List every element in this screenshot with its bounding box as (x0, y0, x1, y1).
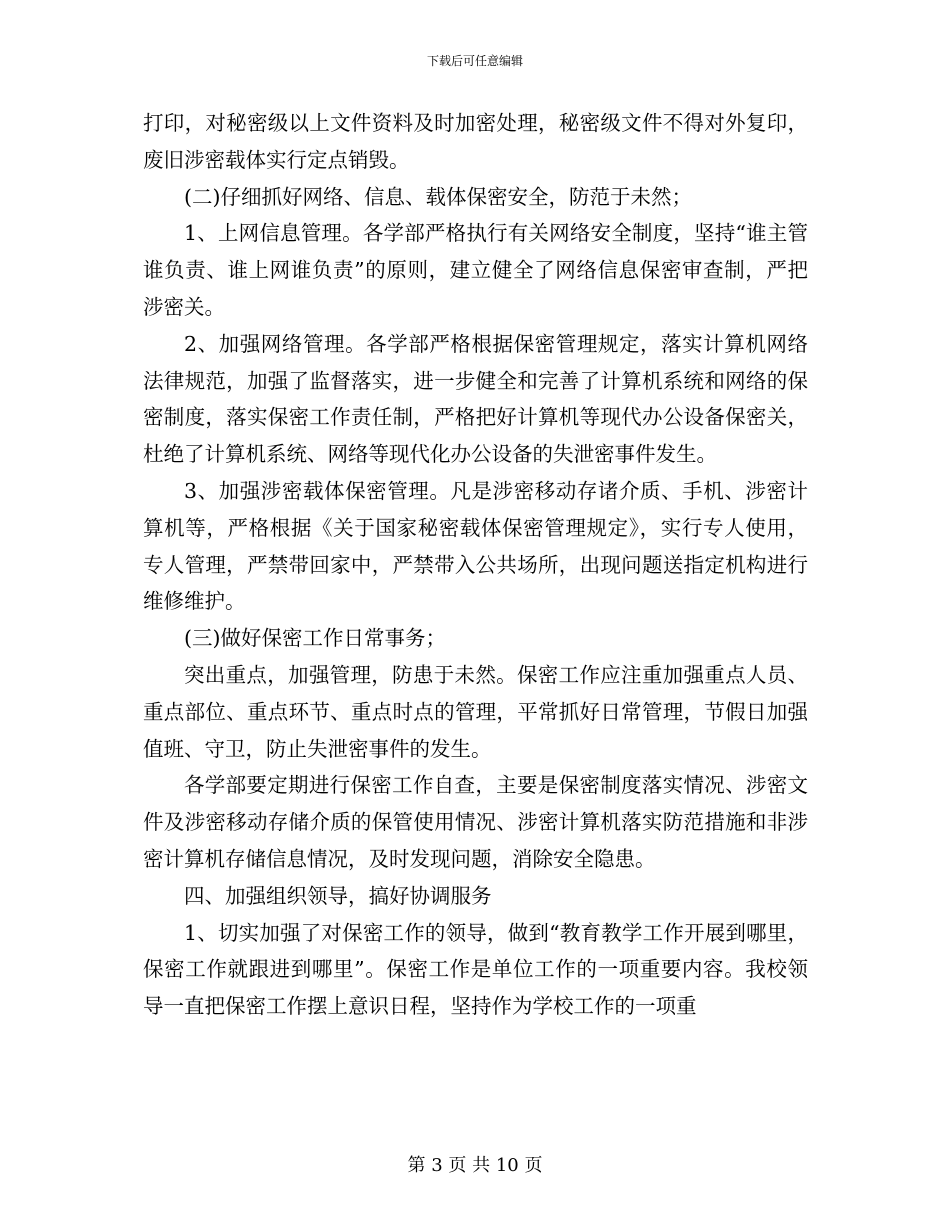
paragraph: 突出重点，加强管理，防患于未然。保密工作应注重加强重点人员、重点部位、重点环节、重点时点的管理，平常抓好日常管理，节假日加强值班、守卫，防止失泄密事件的发生。 (143, 662, 808, 761)
paragraph: (三)做好保密工作日常事务； (184, 626, 446, 651)
paragraph: 1、切实加强了对保密工作的领导，做到“教育教学工作开展到哪里，保密工作就跟进到哪里”。保密工作是单位工作的一项重要内容。我校领导一直把保密工作摆上意识日程，坚持作为学校工作的一项重 (143, 920, 808, 1019)
document-body (143, 105, 808, 1025)
paragraph: (二)仔细抓好网络、信息、载体保密安全，防范于未然； (184, 184, 692, 209)
paragraph: 2、加强网络管理。各学部严格根据保密管理规定，落实计算机网络法律规范，加强了监督落实，进一步健全和完善了计算机系统和网络的保密制度，落实保密工作责任制，严格把好计算机等现代办公设备保密关，杜绝了计算机系统、网络等现代化办公设备的失泄密事件发生。 (143, 331, 808, 467)
paragraph: 打印，对秘密级以上文件资料及时加密处理，秘密级文件不得对外复印，废旧涉密载体实行定点销毁。 (143, 111, 808, 172)
paragraph: 3、加强涉密载体保密管理。凡是涉密移动存诸介质、手机、涉密计算机等，严格根据《关于国家秘密载体保密管理规定》，实行专人使用，专人管理，严禁带回家中，严禁带入公共场所，出现问题送指定机构进行维修维护。 (143, 478, 808, 614)
page-number: 第 3 页 共 10 页 (407, 1155, 543, 1176)
paragraph: 1、上网信息管理。各学部严格执行有关网络安全制度，坚持“谁主管谁负责、谁上网谁负责”的原则，建立健全了网络信息保密审查制，严把涉密关。 (143, 221, 808, 319)
page-header: 下载后可任意编辑 (426, 54, 523, 68)
paragraph: 各学部要定期进行保密工作自查，主要是保密制度落实情况、涉密文件及涉密移动存储介质的保管使用情况、涉密计算机落实防范措施和非涉密计算机存储信息情况，及时发现问题，消除安全隐患。 (143, 773, 808, 871)
section-heading: 四、加强组织领导，搞好协调服务 (184, 883, 492, 908)
